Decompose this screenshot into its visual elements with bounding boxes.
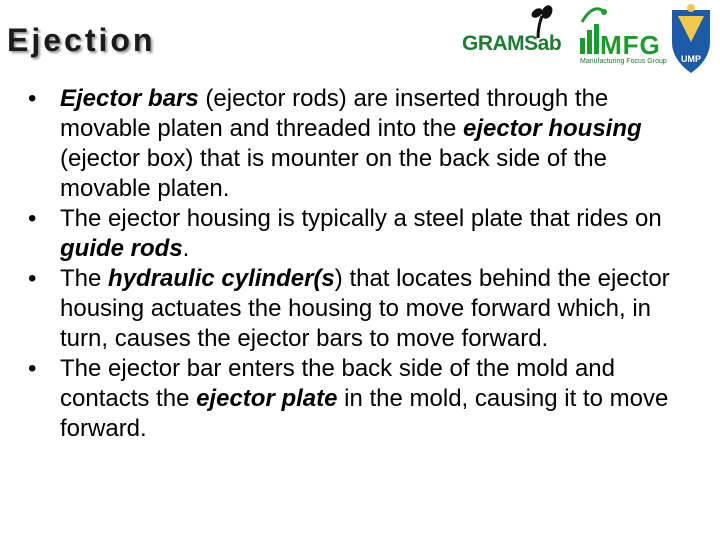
grams-logo-suffix: ab bbox=[537, 32, 562, 55]
emphasized-term: ejector housing bbox=[462, 115, 642, 142]
bullet-item bbox=[28, 264, 700, 354]
emphasized-term: Ejector bars bbox=[60, 85, 199, 112]
mfg-logo-subtitle: Manufacturing Focus Group bbox=[580, 58, 667, 65]
bullet-item bbox=[28, 354, 700, 444]
bullet-item bbox=[28, 84, 700, 204]
ump-logo-text: UMP bbox=[681, 54, 701, 64]
bullet-item bbox=[28, 204, 700, 264]
sprout-icon bbox=[528, 4, 558, 38]
emphasized-term: ejector plate bbox=[196, 385, 338, 412]
bullet-text: The ejector housing is typically a steel plate that rides on bbox=[60, 205, 662, 232]
ump-shield-logo bbox=[668, 2, 714, 74]
bullet-list bbox=[28, 84, 700, 444]
slide-title: Ejection bbox=[7, 22, 156, 58]
bullet-text: The bbox=[60, 265, 109, 292]
emphasized-term: hydraulic cylinder(s bbox=[108, 265, 335, 292]
bullet-text: . bbox=[182, 235, 190, 262]
bullet-text: (ejector rods) are inserted through the movable platen and threaded into the bbox=[60, 85, 609, 142]
bullet-text: The ejector bar enters the back side of the mold and contacts the bbox=[60, 355, 615, 412]
bullet-text: ) that locates behind the ejector housing actuates the housing to move forward which, in turn, causes the ejector bars to move forward. bbox=[60, 265, 670, 352]
bullet-text: (ejector box) that is mounter on the back side of the movable platen. bbox=[60, 145, 607, 202]
grams-logo-text: GRAMS bbox=[462, 32, 538, 55]
emphasized-term: guide rods bbox=[60, 235, 183, 262]
bullet-text: in the mold, causing it to move forward. bbox=[60, 385, 669, 442]
mfg-logo-text: MFG bbox=[600, 30, 661, 60]
